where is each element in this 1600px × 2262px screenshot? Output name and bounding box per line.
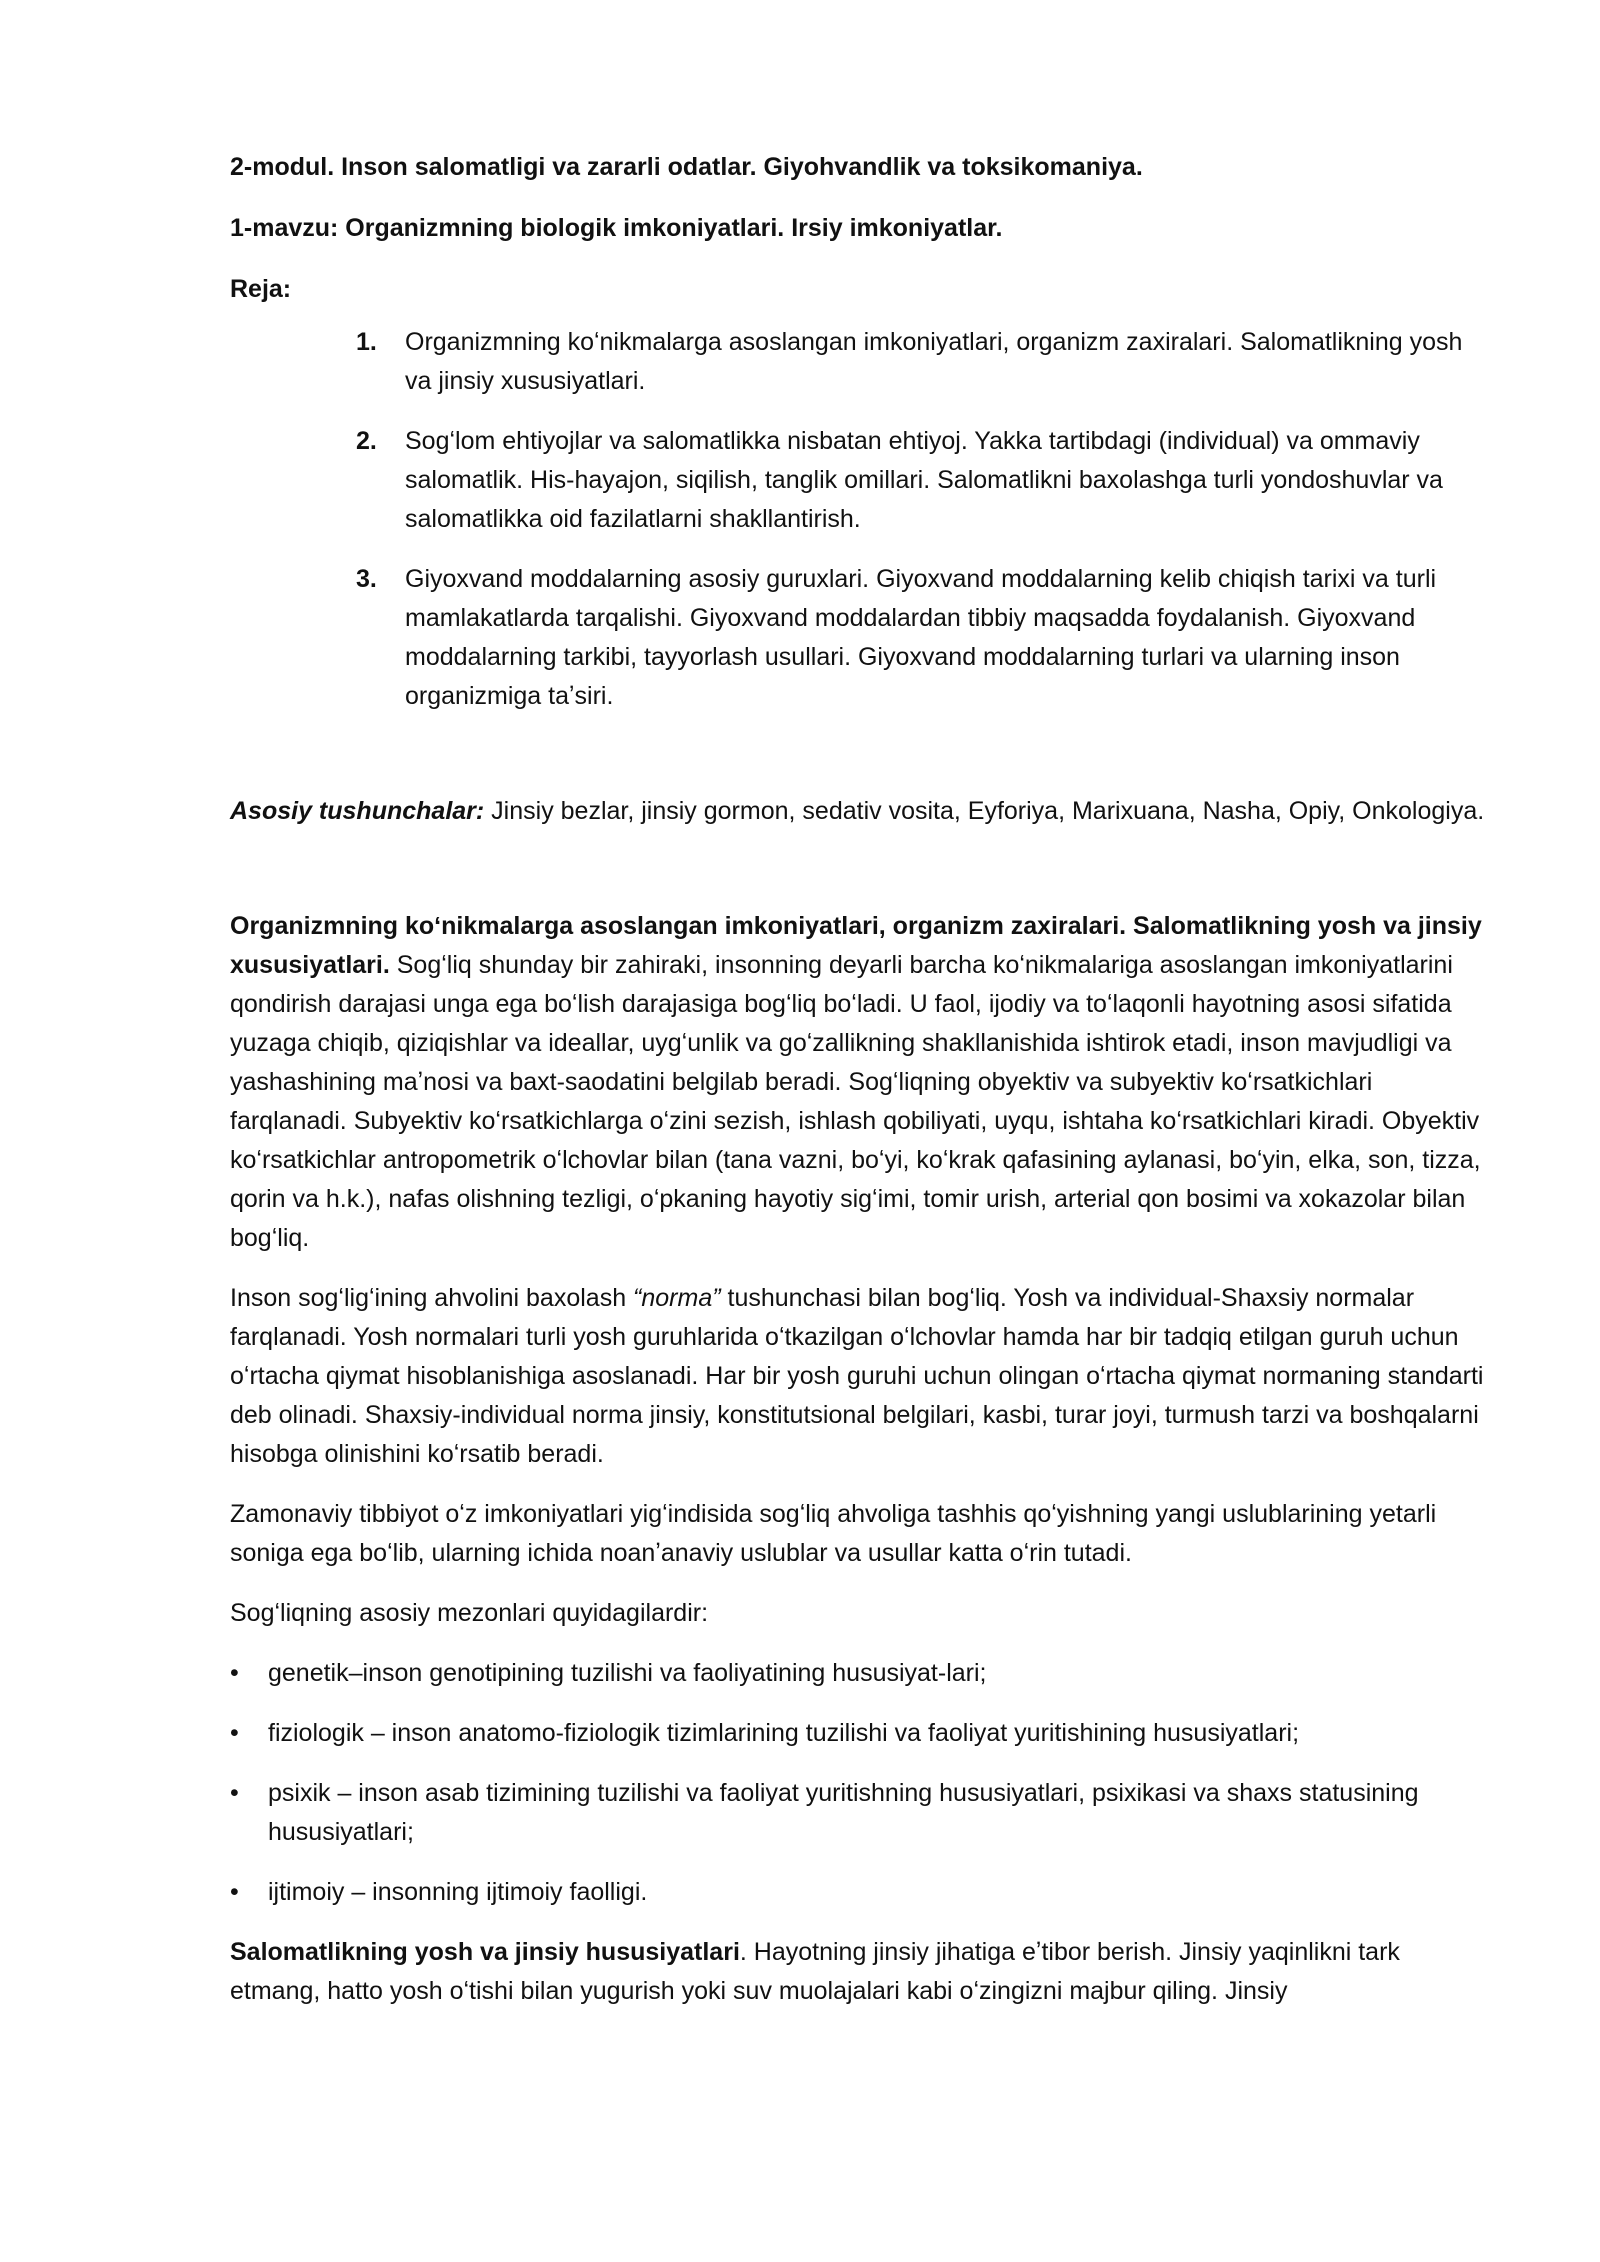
key-concepts-label: Asosiy tushunchalar:	[230, 797, 485, 825]
plan-item-number: 3.	[356, 565, 377, 593]
bullet-icon: •	[230, 1659, 239, 1687]
criteria-item	[230, 1774, 1490, 1852]
section-2-text: . Hayotning jinsiy jihatiga eʼtibor berish. Jinsiy yaqinlikni tark etmang, hatto yosh oʻtishi bilan yugurish yoki suv muolajalari kabi oʻzingizni majbur qiling. Jinsiy	[230, 1938, 1400, 2005]
criteria-item	[230, 1714, 1490, 1753]
section-1-text: Sogʻliq shunday bir zahiraki, insonning deyarli barcha koʻnikmalariga asoslangan imkoniyatlarini qondirish darajasi unga ega boʻlish darajasiga bogʻliq boʻladi. U faol, ijodiy va toʻlaqonli hayotning asosi sifatida yuzaga chiqib, qiziqishlar va ideallar, uygʻunlik va goʻzallikning shakllanishida ishtirok etadi, inson mavjudligi va yashashining maʼnosi va baxt-saodatini belgilab beradi. Sogʻliqning obyektiv va subyektiv koʻrsatkichlari farqlanadi. Subyektiv koʻrsatkichlarga oʻzini sezish, ishlash qobiliyati, uyqu, ishtaha koʻrsatkichlari kiradi. Obyektiv koʻrsatkichlar antropometrik oʻlchovlar bilan (tana vazni, boʻyi, koʻkrak qafasining aylanasi, boʻyin, elka, son, tizza, qorin va h.k.), nafas olishning tezligi, oʻpkaning hayotiy sigʻimi, tomir urish, arterial qon bosimi va xokazolar bilan bogʻliq.	[230, 951, 1481, 1252]
plan-item-text: Sogʻlom ehtiyojlar va salomatlikka nisbatan ehtiyoj. Yakka tartibdagi (individual) va ommaviy salomatlik. His-hayajon, siqilish, tanglik omillari. Salomatlikni baxolashga turli yondoshuvlar va salomatlikka oid fazilatlarni shakllantirish.	[405, 427, 1443, 533]
norma-term: “norma”	[633, 1284, 721, 1312]
plan-item	[230, 560, 1490, 716]
bullet-icon: •	[230, 1779, 239, 1807]
plan-item-text: Organizmning koʻnikmalarga asoslangan imkoniyatlari, organizm zaxiralari. Salomatlikning yosh va jinsiy xususiyatlari.	[405, 328, 1463, 395]
bullet-icon: •	[230, 1719, 239, 1747]
section-2-paragraph	[230, 1933, 1490, 2011]
norma-paragraph	[230, 1279, 1490, 1474]
topic-title: 1-mavzu: Organizmning biologik imkoniyatlari. Irsiy imkoniyatlar.	[230, 214, 1003, 242]
criteria-item-text: fiziologik – inson anatomo-fiziologik tizimlarining tuzilishi va faoliyat yuritishining hususiyatlari;	[268, 1719, 1300, 1747]
key-concepts	[230, 792, 1490, 831]
norma-text-before: Inson sogʻligʻining ahvolini baxolash	[230, 1284, 634, 1312]
section-1-paragraph	[230, 907, 1490, 1258]
plan-item	[230, 323, 1490, 401]
document-page	[230, 148, 1490, 2032]
section-1-heading: Organizmning koʻnikmalarga asoslangan imkoniyatlari, organizm zaxiralari. Salomatlikning yosh va jinsiy xususiyatlari.	[230, 912, 1482, 979]
plan-item-text: Giyoxvand moddalarning asosiy guruxlari. Giyoxvand moddalarning kelib chiqish tarixi va turli mamlakatlarda tarqalishi. Giyoxvand moddalardan tibbiy maqsadda foydalanish. Giyoxvand moddalarning tarkibi, tayyorlash usullari. Giyoxvand moddalarning turlari va ularning inson organizmiga taʼsiri.	[405, 565, 1437, 710]
criteria-item-text: genetik–inson genotipining tuzilishi va faoliyatining hususiyat-lari;	[268, 1659, 987, 1687]
plan-item-number: 2.	[356, 427, 377, 455]
modern-medicine-paragraph: Zamonaviy tibbiyot oʻz imkoniyatlari yigʻindisida sogʻliq ahvoliga tashhis qoʻyishning yangi uslublarining yetarli soniga ega boʻlib, ularning ichida noanʼanaviy uslublar va usullar katta oʻrin tutadi.	[230, 1500, 1437, 1567]
section-2-heading: Salomatlikning yosh va jinsiy hususiyatlari	[230, 1938, 740, 1966]
criteria-item	[230, 1873, 1490, 1912]
criteria-item	[230, 1654, 1490, 1693]
plan-item	[230, 422, 1490, 539]
criteria-intro: Sogʻliqning asosiy mezonlari quyidagilardir:	[230, 1599, 709, 1627]
criteria-item-text: psixik – inson asab tizimining tuzilishi va faoliyat yuritishning hususiyatlari, psixikasi va shaxs statusining hususiyatlari;	[268, 1779, 1419, 1846]
plan-list	[230, 323, 1490, 716]
norma-text-after: tushunchasi bilan bogʻliq. Yosh va individual-Shaxsiy normalar farqlanadi. Yosh normalari turli yosh guruhlarida oʻtkazilgan oʻlchovlar hamda har bir tadqiq etilgan guruh uchun oʻrtacha qiymat hisoblanishiga asoslanadi. Har bir yosh guruhi uchun olingan oʻrtacha qiymat normaning standarti deb olinadi. Shaxsiy-individual norma jinsiy, konstitutsional belgilari, kasbi, turar joyi, turmush tarzi va boshqalarni hisobga olinishini koʻrsatib beradi.	[230, 1284, 1484, 1468]
plan-label: Reja:	[230, 275, 292, 303]
bullet-icon: •	[230, 1878, 239, 1906]
module-title: 2-modul. Inson salomatligi va zararli odatlar. Giyohvandlik va toksikomaniya.	[230, 153, 1143, 181]
criteria-item-text: ijtimoiy – insonning ijtimoiy faolligi.	[268, 1878, 648, 1906]
key-concepts-text: Jinsiy bezlar, jinsiy gormon, sedativ vosita, Eyforiya, Marixuana, Nasha, Opiy, Onkologiya.	[484, 797, 1485, 825]
plan-item-number: 1.	[356, 328, 377, 356]
criteria-list	[230, 1654, 1490, 1912]
